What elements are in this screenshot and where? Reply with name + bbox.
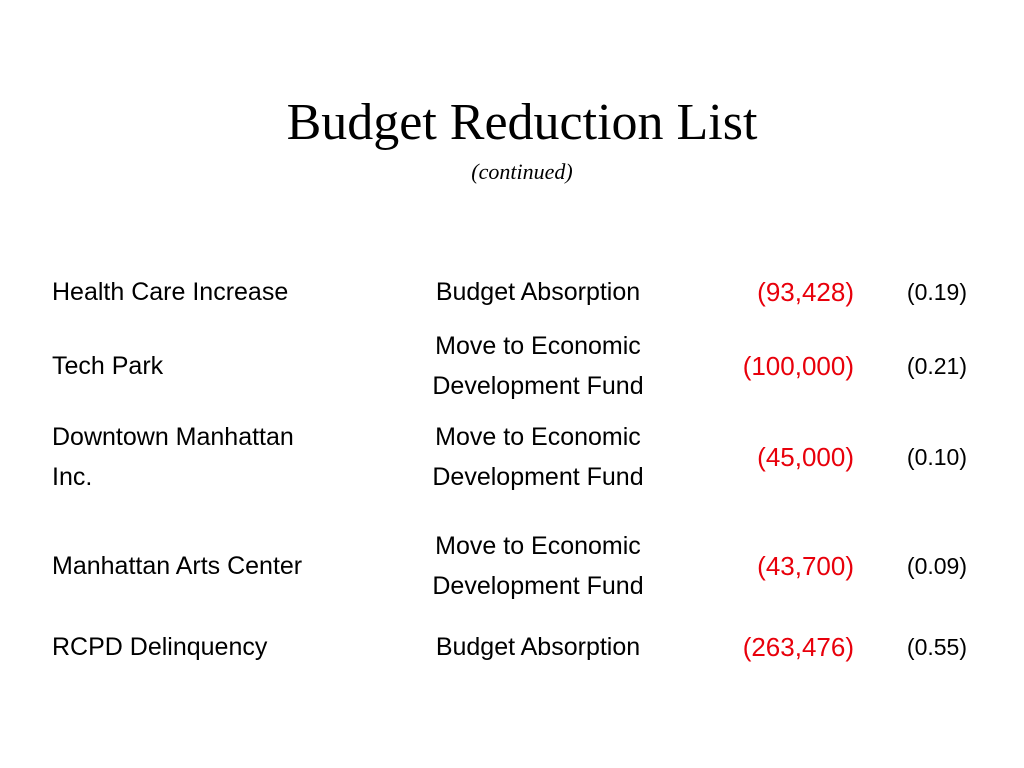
action-label-line-2: Development Fund	[432, 463, 644, 491]
item-cell	[52, 272, 382, 312]
table-row	[0, 526, 1024, 606]
action-label-line-1: Move to Economic	[435, 332, 641, 360]
item-label: Health Care Increase	[52, 278, 289, 306]
item-label-line-2: Inc.	[52, 463, 93, 491]
action-cell	[388, 326, 688, 406]
amount-cell: (45,000)	[757, 442, 854, 472]
table-row	[0, 627, 1024, 667]
item-label: Tech Park	[52, 352, 164, 380]
action-cell	[388, 526, 688, 606]
action-label-line-2: Development Fund	[432, 372, 644, 400]
amount-cell: (93,428)	[757, 277, 854, 307]
item-cell	[52, 417, 382, 497]
amount-cell: (100,000)	[742, 351, 854, 381]
action-label-line-1: Move to Economic	[435, 532, 641, 560]
action-label: Budget Absorption	[435, 278, 641, 306]
rate-cell: (0.55)	[906, 634, 967, 660]
rate-cell: (0.19)	[906, 279, 967, 305]
action-cell	[388, 627, 688, 667]
table-row	[0, 326, 1024, 406]
slide-title: Budget Reduction List	[286, 94, 758, 151]
amount-cell: (43,700)	[757, 551, 854, 581]
action-label: Budget Absorption	[435, 633, 641, 661]
item-cell	[52, 526, 382, 606]
slide-subtitle: (continued)	[471, 159, 573, 184]
item-cell	[52, 326, 382, 406]
action-label-line-1: Move to Economic	[435, 423, 641, 451]
table-row	[0, 417, 1024, 497]
item-label-line-1: Downtown Manhattan	[52, 423, 294, 451]
rate-cell: (0.10)	[906, 444, 967, 470]
table-row	[0, 272, 1024, 312]
item-cell	[52, 627, 382, 667]
action-cell	[388, 417, 688, 497]
action-label-line-2: Development Fund	[432, 572, 644, 600]
amount-cell: (263,476)	[742, 632, 854, 662]
item-label: RCPD Delinquency	[52, 633, 268, 661]
action-cell	[388, 272, 688, 312]
rate-cell: (0.21)	[906, 353, 967, 379]
rate-cell: (0.09)	[906, 553, 967, 579]
item-label: Manhattan Arts Center	[52, 552, 303, 580]
